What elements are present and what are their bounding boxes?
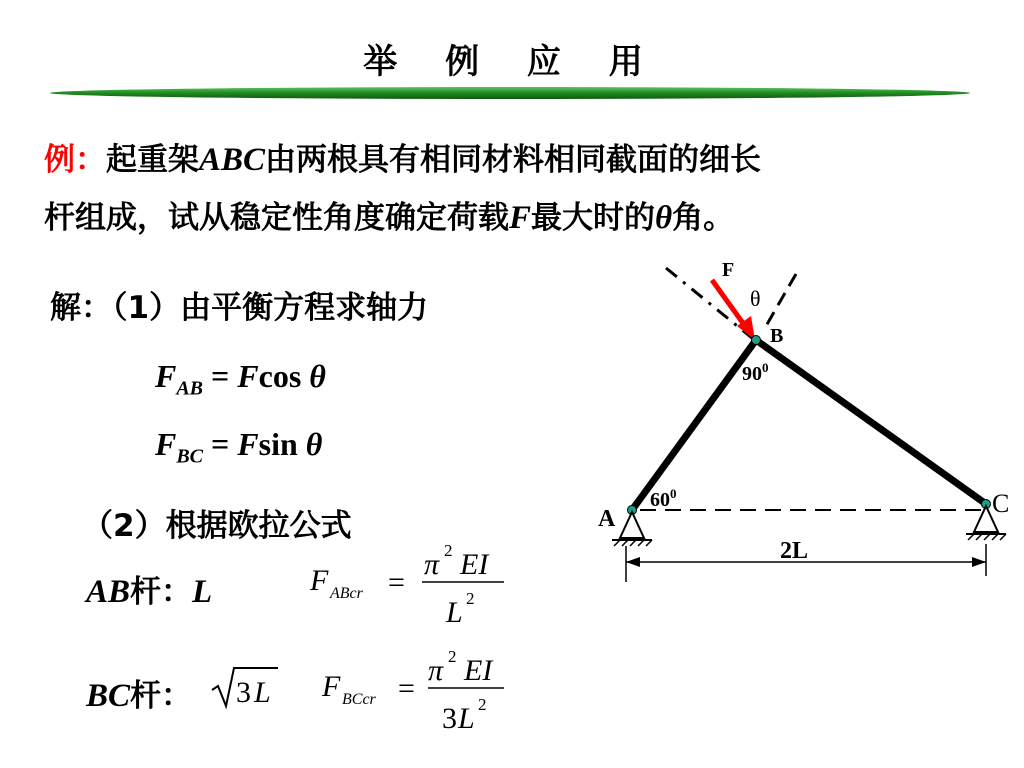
sqrt3-length <box>210 664 280 710</box>
label-60: $60^0$ <box>650 486 677 511</box>
svg-text:ABcr: ABcr <box>330 585 363 602</box>
truss-diagram <box>560 250 1024 590</box>
dash-line-right <box>766 274 796 326</box>
formula-fbccr <box>312 640 532 740</box>
svg-text:L: L <box>254 676 271 709</box>
solution-step-2: （2）根据欧拉公式 <box>82 508 352 544</box>
problem-line-1: 例：起重架ABC由两根具有相同材料相同截面的细长 <box>44 142 762 178</box>
title-divider <box>50 86 970 100</box>
member-ab <box>632 340 756 510</box>
solution-step-1: 解：（1）由平衡方程求轴力 <box>50 290 429 326</box>
label-c: C <box>992 489 1010 518</box>
page-title: 举 例 应 用 <box>363 42 661 82</box>
example-label: 例： <box>44 142 106 178</box>
label-b: B <box>770 325 784 347</box>
svg-text:π: π <box>428 654 444 687</box>
svg-text:BCcr: BCcr <box>342 691 376 708</box>
svg-text:EI: EI <box>460 548 489 581</box>
svg-text:EI: EI <box>464 654 493 687</box>
svg-text:F: F <box>310 564 329 597</box>
svg-text:F: F <box>322 670 341 703</box>
label-f: F <box>722 259 735 281</box>
svg-text:3: 3 <box>236 676 251 709</box>
problem-line-2: 杆组成，试从稳定性角度确定荷载F最大时的θ角。 <box>44 200 735 236</box>
svg-text:2: 2 <box>466 589 475 608</box>
force-arrow <box>712 280 745 326</box>
equation-fbc: $F_{BC} = Fsin$ θ <box>155 426 323 468</box>
svg-text:2: 2 <box>478 695 487 714</box>
svg-text:L: L <box>446 596 463 629</box>
equation-fab: $F_{AB} = Fcos$ θ <box>155 358 326 400</box>
bc-rod-label: BC杆： <box>86 678 193 714</box>
node-b <box>752 336 761 345</box>
label-2l: 2L <box>780 538 809 564</box>
svg-text:2: 2 <box>444 541 453 560</box>
member-bc <box>756 340 986 504</box>
svg-text:L: L <box>458 702 475 735</box>
ab-rod-label: AB杆：L <box>86 574 213 610</box>
label-a: A <box>598 506 616 532</box>
svg-text:=: = <box>398 672 415 705</box>
formula-fabcr <box>300 534 520 634</box>
svg-text:=: = <box>388 566 405 599</box>
svg-text:π: π <box>424 548 440 581</box>
label-90: $90^0$ <box>742 360 769 385</box>
svg-text:2: 2 <box>448 647 457 666</box>
svg-text:3: 3 <box>442 702 457 735</box>
support-a <box>612 512 652 546</box>
label-theta: θ <box>750 286 761 311</box>
